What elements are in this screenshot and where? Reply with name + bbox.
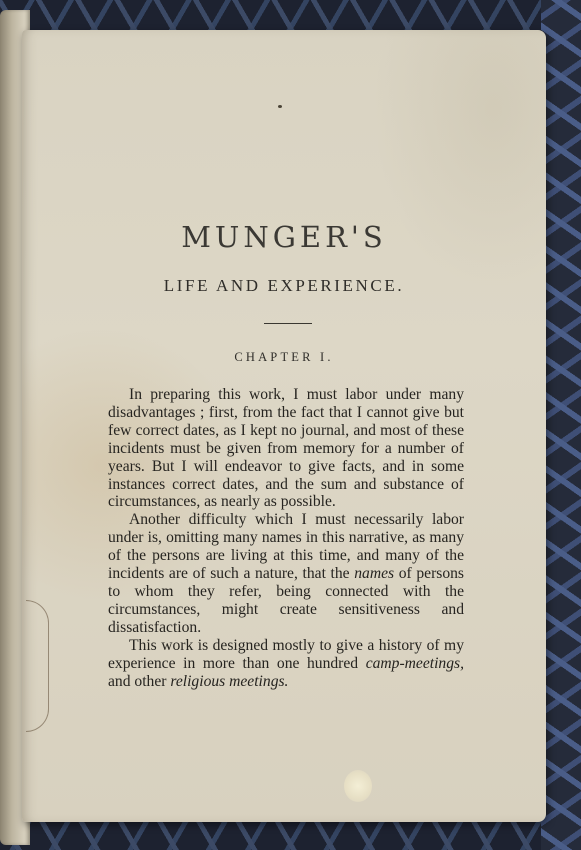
paragraph-2 bbox=[108, 511, 464, 636]
paragraph-3 bbox=[108, 637, 464, 691]
italic-text-run: names bbox=[354, 565, 395, 583]
text-run: This work is designed mostly to give a history of my experience in more than one hundred bbox=[108, 636, 464, 672]
text-run: and other bbox=[108, 672, 171, 690]
italic-text-run: religious meetings. bbox=[170, 672, 289, 690]
book-title: MUNGER'S bbox=[181, 220, 387, 254]
metal-grate-edge bbox=[541, 0, 581, 850]
paragraph-1 bbox=[108, 386, 464, 511]
text-run: of persons to whom they refer, being connected with the circumstances, might create sensitiveness and dissatisfaction. bbox=[108, 565, 465, 636]
page-stain bbox=[344, 770, 372, 802]
chapter-body bbox=[108, 386, 464, 690]
binding-thread bbox=[26, 600, 49, 732]
book-page bbox=[22, 30, 546, 822]
text-run: In preparing this work, I must labor under many disadvantages ; first, from the fact that I cannot give but few correct dates, as I kept no journal, and most of these incidents must be given from memory for a number of years. But I will endeavor to give facts, and in some instances correct dates, and the sum and substance of circumstances, as nearly as possible. bbox=[108, 386, 464, 511]
title-rule bbox=[264, 323, 312, 324]
text-run: Another difficulty which I must necessarily labor under is, omitting many names in this narrative, as many of the persons are living at this time, and many of the incidents are of such a nature, that the bbox=[108, 511, 464, 583]
chapter-heading: CHAPTER I. bbox=[234, 350, 334, 364]
italic-text-run: camp-meetings, bbox=[365, 654, 464, 672]
page-speck bbox=[278, 105, 282, 108]
book-subtitle: LIFE AND EXPERIENCE. bbox=[163, 276, 405, 295]
